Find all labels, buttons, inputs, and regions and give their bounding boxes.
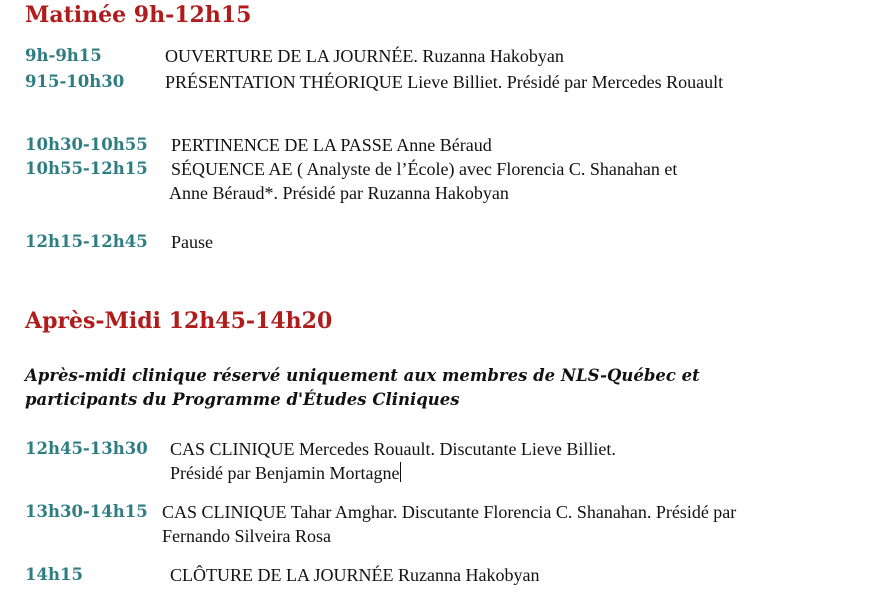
schedule-time: 14h15 bbox=[25, 565, 83, 584]
afternoon-note-line: Après-midi clinique réservé uniquement aux membres de NLS-Québec et bbox=[25, 366, 700, 385]
schedule-description-line: Pause bbox=[171, 232, 213, 252]
schedule-description-line bbox=[170, 461, 616, 485]
schedule-description bbox=[171, 157, 677, 205]
schedule-time: 9h-9h15 bbox=[25, 46, 102, 65]
schedule-description bbox=[171, 133, 492, 157]
afternoon-heading: Après-Midi 12h45-14h20 bbox=[25, 308, 333, 334]
schedule-description bbox=[171, 230, 213, 254]
schedule-description-line: Fernando Silveira Rosa bbox=[162, 526, 331, 546]
text-cursor bbox=[400, 462, 401, 482]
schedule-description-line: SÉQUENCE AE ( Analyste de l’École) avec Florencia C. Shanahan et bbox=[171, 159, 678, 179]
schedule-description-line: OUVERTURE DE LA JOURNÉE. Ruzanna Hakobyan bbox=[165, 46, 564, 66]
schedule-time: 915-10h30 bbox=[25, 72, 125, 91]
schedule-description-text: Présidé par Benjamin Mortagne bbox=[170, 463, 400, 483]
schedule-time: 12h45-13h30 bbox=[25, 439, 148, 458]
afternoon-note-line: participants du Programme d'Études Cliniques bbox=[25, 390, 460, 409]
schedule-time: 12h15-12h45 bbox=[25, 232, 148, 251]
schedule-description-line: CLÔTURE DE LA JOURNÉE Ruzanna Hakobyan bbox=[170, 565, 540, 585]
schedule-time: 10h55-12h15 bbox=[25, 159, 148, 178]
schedule-time: 10h30-10h55 bbox=[25, 135, 148, 154]
schedule-description bbox=[165, 70, 723, 94]
schedule-description-line: CAS CLINIQUE Mercedes Rouault. Discutante Lieve Billiet. bbox=[170, 439, 616, 459]
schedule-description-line: CAS CLINIQUE Tahar Amghar. Discutante Florencia C. Shanahan. Présidé par bbox=[162, 502, 737, 522]
schedule-description bbox=[165, 44, 564, 68]
schedule-description-line: PERTINENCE DE LA PASSE Anne Béraud bbox=[171, 135, 492, 155]
schedule-description bbox=[170, 437, 616, 485]
schedule-time: 13h30-14h15 bbox=[25, 502, 148, 521]
schedule-description bbox=[162, 500, 736, 548]
afternoon-note bbox=[25, 364, 700, 412]
morning-heading: Matinée 9h-12h15 bbox=[25, 2, 252, 28]
schedule-description bbox=[170, 563, 539, 587]
schedule-description-line: Anne Béraud*. Présidé par Ruzanna Hakobyan bbox=[169, 183, 509, 203]
schedule-description-line: PRÉSENTATION THÉORIQUE Lieve Billiet. Présidé par Mercedes Rouault bbox=[165, 72, 724, 92]
